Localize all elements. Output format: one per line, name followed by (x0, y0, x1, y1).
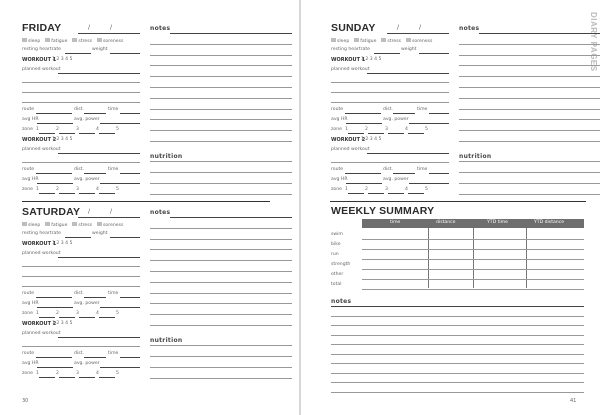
date-line[interactable] (78, 33, 140, 34)
checkbox-label: fatigue (51, 222, 68, 228)
zone-number: 2 (365, 127, 368, 132)
write-line[interactable] (36, 173, 72, 174)
workout1-label: WORKOUT 1 (22, 57, 57, 63)
write-line[interactable] (120, 113, 140, 114)
write-line[interactable] (84, 173, 106, 174)
write-line[interactable] (150, 65, 292, 66)
write-line[interactable] (374, 53, 400, 54)
write-line[interactable] (170, 217, 292, 218)
write-line[interactable] (331, 82, 449, 83)
write-line[interactable] (37, 307, 73, 308)
write-line[interactable] (100, 123, 140, 124)
write-line[interactable] (22, 276, 140, 277)
planned-workout-label: planned workout (22, 147, 61, 152)
write-line[interactable] (150, 356, 292, 357)
write-line[interactable] (22, 346, 140, 347)
write-line[interactable] (429, 113, 449, 114)
avg-hr-label: avg HR (22, 117, 39, 122)
write-line[interactable] (58, 73, 140, 74)
write-line[interactable] (459, 109, 600, 110)
write-line[interactable] (393, 173, 415, 174)
write-line[interactable] (346, 123, 382, 124)
write-line[interactable] (39, 317, 55, 318)
write-line[interactable] (59, 317, 75, 318)
write-line[interactable] (22, 92, 140, 93)
checkbox[interactable] (97, 38, 102, 42)
date-line[interactable] (387, 33, 449, 34)
zone-number: 1 (345, 187, 348, 192)
checkbox-label: sleep (337, 38, 350, 44)
side-tab-label: DIARY PAGES (589, 12, 598, 72)
checkbox[interactable] (406, 38, 411, 42)
write-line[interactable] (22, 102, 140, 103)
summary-row-label: swim (331, 232, 343, 237)
write-line[interactable] (120, 173, 140, 174)
dist-label: dist. (74, 351, 84, 356)
write-line[interactable] (150, 249, 292, 250)
checkbox-label: soreness (412, 38, 433, 44)
time-label: time (108, 291, 119, 296)
write-line[interactable] (368, 193, 384, 194)
write-line[interactable] (65, 237, 91, 238)
write-line[interactable] (150, 98, 292, 99)
summary-col-distance: distance (436, 220, 456, 225)
zone-number: 5 (116, 187, 119, 192)
wellness-checkboxes (22, 38, 128, 44)
write-line[interactable] (150, 161, 292, 162)
write-line[interactable] (36, 297, 72, 298)
zone-label: zone (22, 311, 33, 316)
route-label: route (22, 351, 35, 356)
checkbox-label: sleep (28, 38, 41, 44)
write-line[interactable] (150, 76, 292, 77)
day-title: SUNDAY (331, 22, 376, 34)
side-tab (588, 12, 600, 82)
write-line[interactable] (429, 173, 449, 174)
write-line[interactable] (409, 183, 449, 184)
write-line[interactable] (331, 92, 449, 93)
write-line[interactable] (36, 113, 72, 114)
workout1-label: WORKOUT 1 (22, 241, 57, 247)
checkbox[interactable] (72, 38, 77, 42)
write-line[interactable] (150, 109, 292, 110)
weekly-summary-title: WEEKLY SUMMARY (331, 205, 435, 217)
summary-col-time: time (390, 220, 401, 225)
zone-number: 4 (96, 371, 99, 376)
write-line[interactable] (58, 337, 140, 338)
wellness-checkboxes (22, 222, 128, 228)
write-line[interactable] (150, 282, 292, 283)
write-line[interactable] (459, 130, 600, 131)
route-label: route (22, 291, 35, 296)
write-line[interactable] (348, 133, 364, 134)
dist-label: dist. (383, 167, 393, 172)
resting-hr-label: resting heartrate (22, 47, 61, 52)
write-line[interactable] (150, 87, 292, 88)
write-line[interactable] (150, 194, 292, 195)
dist-label: dist. (74, 107, 84, 112)
zone-number: 5 (425, 187, 428, 192)
write-line[interactable] (22, 82, 140, 83)
avg-power-label: avg. power (383, 177, 409, 182)
write-line[interactable] (79, 317, 95, 318)
date-slash: / (110, 24, 113, 31)
avg-hr-label: avg HR (331, 117, 348, 122)
write-line[interactable] (150, 271, 292, 272)
route-label: route (22, 167, 35, 172)
summary-divider (330, 201, 586, 202)
summary-row-label: total (331, 282, 342, 287)
date-slash: / (88, 24, 91, 31)
avg-hr-label: avg HR (331, 177, 348, 182)
write-line[interactable] (459, 44, 600, 45)
write-line[interactable] (99, 193, 115, 194)
write-line[interactable] (150, 293, 292, 294)
write-line[interactable] (150, 172, 292, 173)
write-line[interactable] (150, 141, 292, 142)
write-line[interactable] (150, 119, 292, 120)
rating-scale: 1 2 3 4 5 (361, 57, 382, 62)
zone-number: 3 (76, 127, 79, 132)
checkbox-label: fatigue (51, 38, 68, 44)
avg-power-label: avg. power (383, 117, 409, 122)
zone-number: 4 (405, 187, 408, 192)
write-line[interactable] (150, 228, 292, 229)
write-line[interactable] (459, 65, 600, 66)
weight-label: weight (92, 231, 108, 236)
write-line[interactable] (345, 173, 381, 174)
zone-number: 2 (56, 371, 59, 376)
write-line[interactable] (459, 194, 600, 195)
weight-label: weight (92, 47, 108, 52)
write-line[interactable] (150, 345, 292, 346)
write-line[interactable] (59, 193, 75, 194)
date-slash: / (88, 208, 91, 215)
write-line[interactable] (84, 113, 106, 114)
summary-col-ytd-time: YTD time (487, 220, 508, 225)
notes-write-line[interactable] (331, 363, 584, 364)
zone-number: 4 (96, 187, 99, 192)
write-line[interactable] (348, 193, 364, 194)
write-line[interactable] (100, 307, 140, 308)
notes-write-line[interactable] (331, 392, 584, 393)
time-label: time (417, 167, 428, 172)
nutrition-label: nutrition (459, 153, 492, 160)
dist-label: dist. (74, 167, 84, 172)
write-line[interactable] (100, 183, 140, 184)
notes-write-line[interactable] (331, 306, 584, 307)
checkbox[interactable] (331, 38, 336, 42)
write-line[interactable] (37, 123, 73, 124)
rating-scale: 1 2 3 4 5 (361, 137, 382, 142)
day-title: FRIDAY (22, 22, 62, 34)
write-line[interactable] (459, 98, 600, 99)
resting-hr-label: resting heartrate (331, 47, 370, 52)
write-line[interactable] (150, 303, 292, 304)
zone-label: zone (22, 371, 33, 376)
write-line[interactable] (100, 367, 140, 368)
notes-write-line[interactable] (331, 335, 584, 336)
avg-power-label: avg. power (74, 117, 100, 122)
zone-number: 4 (405, 127, 408, 132)
summary-row-line[interactable] (362, 249, 584, 250)
planned-workout-label: planned workout (331, 67, 370, 72)
write-line[interactable] (150, 55, 292, 56)
checkbox[interactable] (381, 38, 386, 42)
checkbox-label: soreness (103, 38, 124, 44)
rating-scale: 1 2 3 4 5 (52, 241, 73, 246)
write-line[interactable] (408, 133, 424, 134)
write-line[interactable] (84, 297, 106, 298)
planned-workout-label: planned workout (22, 67, 61, 72)
write-line[interactable] (419, 53, 449, 54)
write-line[interactable] (459, 161, 600, 162)
zone-label: zone (331, 127, 342, 132)
write-line[interactable] (99, 133, 115, 134)
time-label: time (108, 351, 119, 356)
time-label: time (108, 107, 119, 112)
planned-workout-label: planned workout (22, 331, 61, 336)
write-line[interactable] (459, 183, 600, 184)
zone-number: 2 (365, 187, 368, 192)
write-line[interactable] (39, 193, 55, 194)
checkbox-label: sleep (28, 222, 41, 228)
write-line[interactable] (37, 183, 73, 184)
summary-row-line[interactable] (362, 289, 584, 290)
write-line[interactable] (150, 239, 292, 240)
write-line[interactable] (79, 133, 95, 134)
zone-label: zone (331, 187, 342, 192)
avg-power-label: avg. power (74, 361, 100, 366)
zone-number: 5 (116, 311, 119, 316)
zone-number: 5 (116, 371, 119, 376)
avg-power-label: avg. power (74, 177, 100, 182)
zone-number: 1 (36, 311, 39, 316)
avg-power-label: avg. power (74, 301, 100, 306)
zone-number: 4 (96, 127, 99, 132)
zone-number: 2 (56, 311, 59, 316)
write-line[interactable] (22, 162, 140, 163)
write-line[interactable] (459, 87, 600, 88)
write-line[interactable] (388, 193, 404, 194)
zone-label: zone (22, 127, 33, 132)
write-line[interactable] (22, 266, 140, 267)
write-line[interactable] (459, 172, 600, 173)
page-number-right: 41 (570, 398, 577, 404)
write-line[interactable] (36, 357, 72, 358)
resting-hr-label: resting heartrate (22, 231, 61, 236)
write-line[interactable] (58, 257, 140, 258)
write-line[interactable] (367, 153, 449, 154)
write-line[interactable] (408, 193, 424, 194)
nutrition-label: nutrition (150, 337, 183, 344)
write-line[interactable] (459, 141, 600, 142)
checkbox-label: stress (78, 222, 93, 228)
write-line[interactable] (84, 357, 106, 358)
avg-hr-label: avg HR (22, 177, 39, 182)
time-label: time (417, 107, 428, 112)
planned-workout-label: planned workout (331, 147, 370, 152)
notes-write-line[interactable] (331, 316, 584, 317)
write-line[interactable] (150, 44, 292, 45)
workout2-label: WORKOUT 2 (331, 137, 366, 143)
write-line[interactable] (150, 314, 292, 315)
date-line[interactable] (78, 217, 140, 218)
notes-write-line[interactable] (331, 373, 584, 374)
write-line[interactable] (59, 377, 75, 378)
write-line[interactable] (39, 377, 55, 378)
write-line[interactable] (79, 193, 95, 194)
write-line[interactable] (120, 357, 140, 358)
zone-number: 2 (56, 127, 59, 132)
date-slash: / (110, 208, 113, 215)
zone-number: 1 (345, 127, 348, 132)
write-line[interactable] (367, 73, 449, 74)
write-line[interactable] (99, 317, 115, 318)
zone-number: 5 (425, 127, 428, 132)
rating-scale: 1 2 3 4 5 (52, 321, 73, 326)
write-line[interactable] (22, 286, 140, 287)
planned-workout-label: planned workout (22, 251, 61, 256)
write-line[interactable] (150, 325, 292, 326)
write-line[interactable] (479, 33, 600, 34)
write-line[interactable] (346, 183, 382, 184)
summary-col-ytd-distance: YTD distance (534, 220, 565, 225)
write-line[interactable] (110, 53, 140, 54)
write-line[interactable] (120, 297, 140, 298)
write-line[interactable] (170, 33, 292, 34)
checkbox[interactable] (22, 38, 27, 42)
zone-number: 2 (56, 187, 59, 192)
workout2-label: WORKOUT 2 (22, 137, 57, 143)
avg-hr-label: avg HR (22, 301, 39, 306)
wellness-checkboxes (331, 38, 437, 44)
checkbox[interactable] (22, 222, 27, 226)
write-line[interactable] (409, 123, 449, 124)
summary-row-line[interactable] (362, 239, 584, 240)
page-number-left: 30 (22, 398, 29, 404)
checkbox[interactable] (354, 38, 359, 42)
zone-label: zone (22, 187, 33, 192)
dist-label: dist. (74, 291, 84, 296)
checkbox[interactable] (45, 222, 50, 226)
write-line[interactable] (331, 162, 449, 163)
write-line[interactable] (37, 367, 73, 368)
nutrition-label: nutrition (150, 153, 183, 160)
workout2-label: WORKOUT 2 (22, 321, 57, 327)
write-line[interactable] (459, 119, 600, 120)
write-line[interactable] (150, 367, 292, 368)
time-label: time (108, 167, 119, 172)
summary-row-label: strength (331, 262, 351, 267)
summary-row-line[interactable] (362, 279, 584, 280)
summary-row-label: other (331, 272, 344, 277)
rating-scale: 1 2 3 4 5 (52, 57, 73, 62)
write-line[interactable] (345, 113, 381, 114)
write-line[interactable] (58, 153, 140, 154)
date-slash: / (419, 24, 422, 31)
write-line[interactable] (150, 183, 292, 184)
checkbox-label: soreness (103, 222, 124, 228)
notes-write-line[interactable] (331, 344, 584, 345)
summary-row-line[interactable] (362, 259, 584, 260)
write-line[interactable] (393, 113, 415, 114)
checkbox[interactable] (72, 222, 77, 226)
zone-number: 5 (116, 127, 119, 132)
checkbox-label: fatigue (360, 38, 377, 44)
zone-number: 3 (76, 311, 79, 316)
write-line[interactable] (331, 102, 449, 103)
write-line[interactable] (79, 377, 95, 378)
write-line[interactable] (150, 130, 292, 131)
zone-number: 1 (36, 127, 39, 132)
notes-write-line[interactable] (331, 325, 584, 326)
zone-number: 1 (36, 371, 39, 376)
zone-number: 1 (36, 187, 39, 192)
write-line[interactable] (65, 53, 91, 54)
workout1-label: WORKOUT 1 (331, 57, 366, 63)
notes-label: notes (150, 209, 171, 216)
dist-label: dist. (383, 107, 393, 112)
zone-number: 3 (76, 187, 79, 192)
notes-write-line[interactable] (331, 354, 584, 355)
notes-label: notes (150, 25, 171, 32)
zone-number: 4 (96, 311, 99, 316)
write-line[interactable] (388, 133, 404, 134)
checkbox-label: stress (78, 38, 93, 44)
notes-write-line[interactable] (331, 382, 584, 383)
route-label: route (22, 107, 35, 112)
date-slash: / (397, 24, 400, 31)
summary-row-label: bike (331, 242, 341, 247)
weight-label: weight (401, 47, 417, 52)
zone-number: 3 (385, 127, 388, 132)
notes-label: notes (459, 25, 480, 32)
zone-number: 3 (76, 371, 79, 376)
write-line[interactable] (459, 55, 600, 56)
summary-notes-label: notes (331, 298, 352, 305)
write-line[interactable] (368, 133, 384, 134)
zone-number: 3 (385, 187, 388, 192)
write-line[interactable] (459, 76, 600, 77)
day-title: SATURDAY (22, 206, 81, 218)
write-line[interactable] (150, 378, 292, 379)
route-label: route (331, 107, 344, 112)
rating-scale: 1 2 3 4 5 (52, 137, 73, 142)
checkbox-label: stress (387, 38, 402, 44)
checkbox[interactable] (45, 38, 50, 42)
day-divider (22, 201, 270, 202)
summary-row-line[interactable] (362, 269, 584, 270)
avg-hr-label: avg HR (22, 361, 39, 366)
route-label: route (331, 167, 344, 172)
checkbox[interactable] (97, 222, 102, 226)
write-line[interactable] (39, 133, 55, 134)
write-line[interactable] (110, 237, 140, 238)
write-line[interactable] (59, 133, 75, 134)
write-line[interactable] (99, 377, 115, 378)
write-line[interactable] (150, 260, 292, 261)
summary-row-label: run (331, 252, 339, 257)
